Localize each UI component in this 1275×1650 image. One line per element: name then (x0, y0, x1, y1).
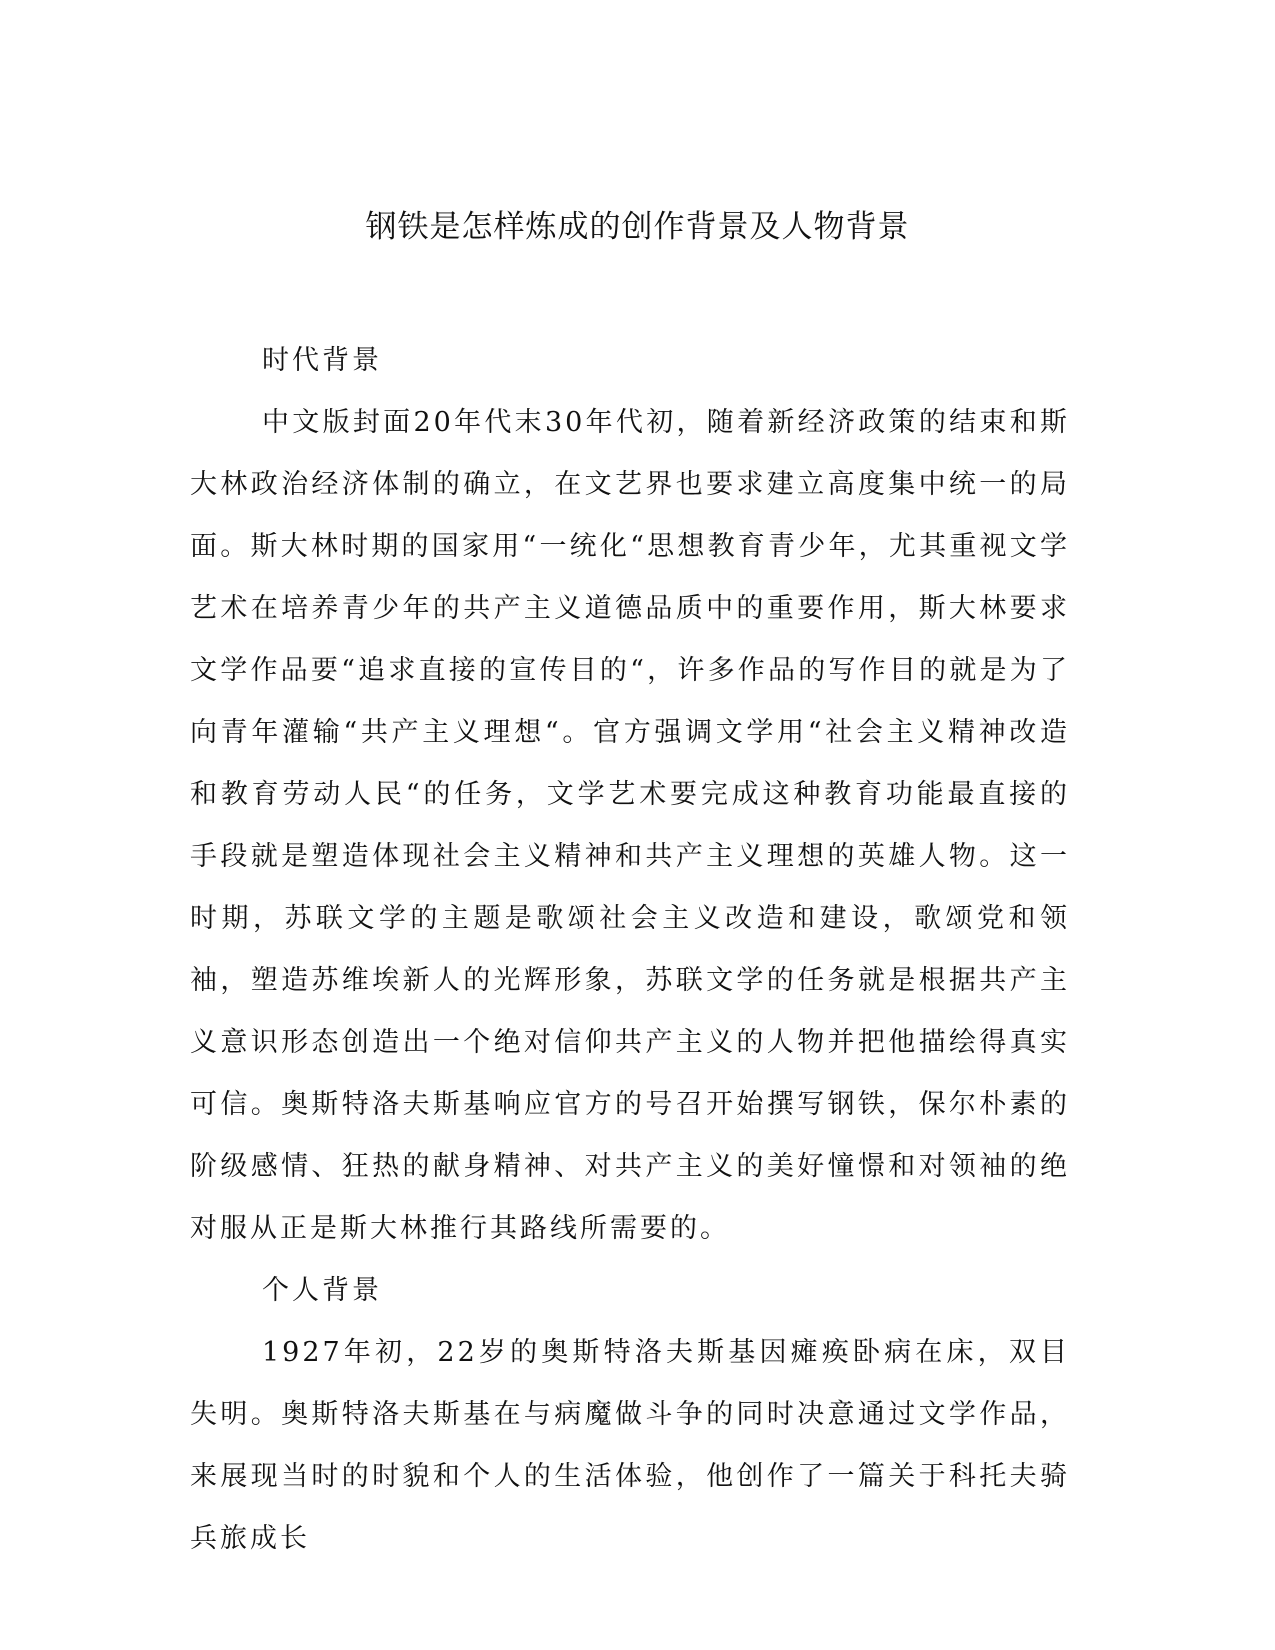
document-title: 钢铁是怎样炼成的创作背景及人物背景 (365, 209, 910, 245)
section-heading-era: 时代背景 (262, 345, 382, 376)
section-heading-personal: 个人背景 (262, 1275, 382, 1306)
document-body (190, 330, 1070, 1570)
paragraph-era-background: 中文版封面20年代末30年代初，随着新经济政策的结束和斯大林政治经济体制的确立，在文艺界也要求建立高度集中统一的局面。斯大林时期的国家用“一统化“思想教育青少年，尤其重视文学艺术在培养青少年的共产主义道德品质中的重要作用，斯大林要求文学作品要“追求直接的宣传目的“，许多作品的写作目的就是为了向青年灌输“共产主义理想“。官方强调文学用“社会主义精神改造和教育劳动人民“的任务，文学艺术要完成这种教育功能最直接的手段就是塑造体现社会主义精神和共产主义理想的英雄人物。这一时期，苏联文学的主题是歌颂社会主义改造和建设，歌颂党和领袖，塑造苏维埃新人的光辉形象，苏联文学的任务就是根据共产主义意识形态创造出一个绝对信仰共产主义的人物并把他描绘得真实可信。奥斯特洛夫斯基响应官方的号召开始撰写钢铁，保尔朴素的阶级感情、狂热的献身精神、对共产主义的美好憧憬和对领袖的绝对服从正是斯大林推行其路线所需要的。 (190, 407, 1070, 1244)
paragraph-personal-background: 1927年初，22岁的奥斯特洛夫斯基因瘫痪卧病在床，双目失明。奥斯特洛夫斯基在与病魔做斗争的同时决意通过文学作品，来展现当时的时貌和个人的生活体验，他创作了一篇关于科托夫骑兵旅成长 (190, 1337, 1070, 1554)
